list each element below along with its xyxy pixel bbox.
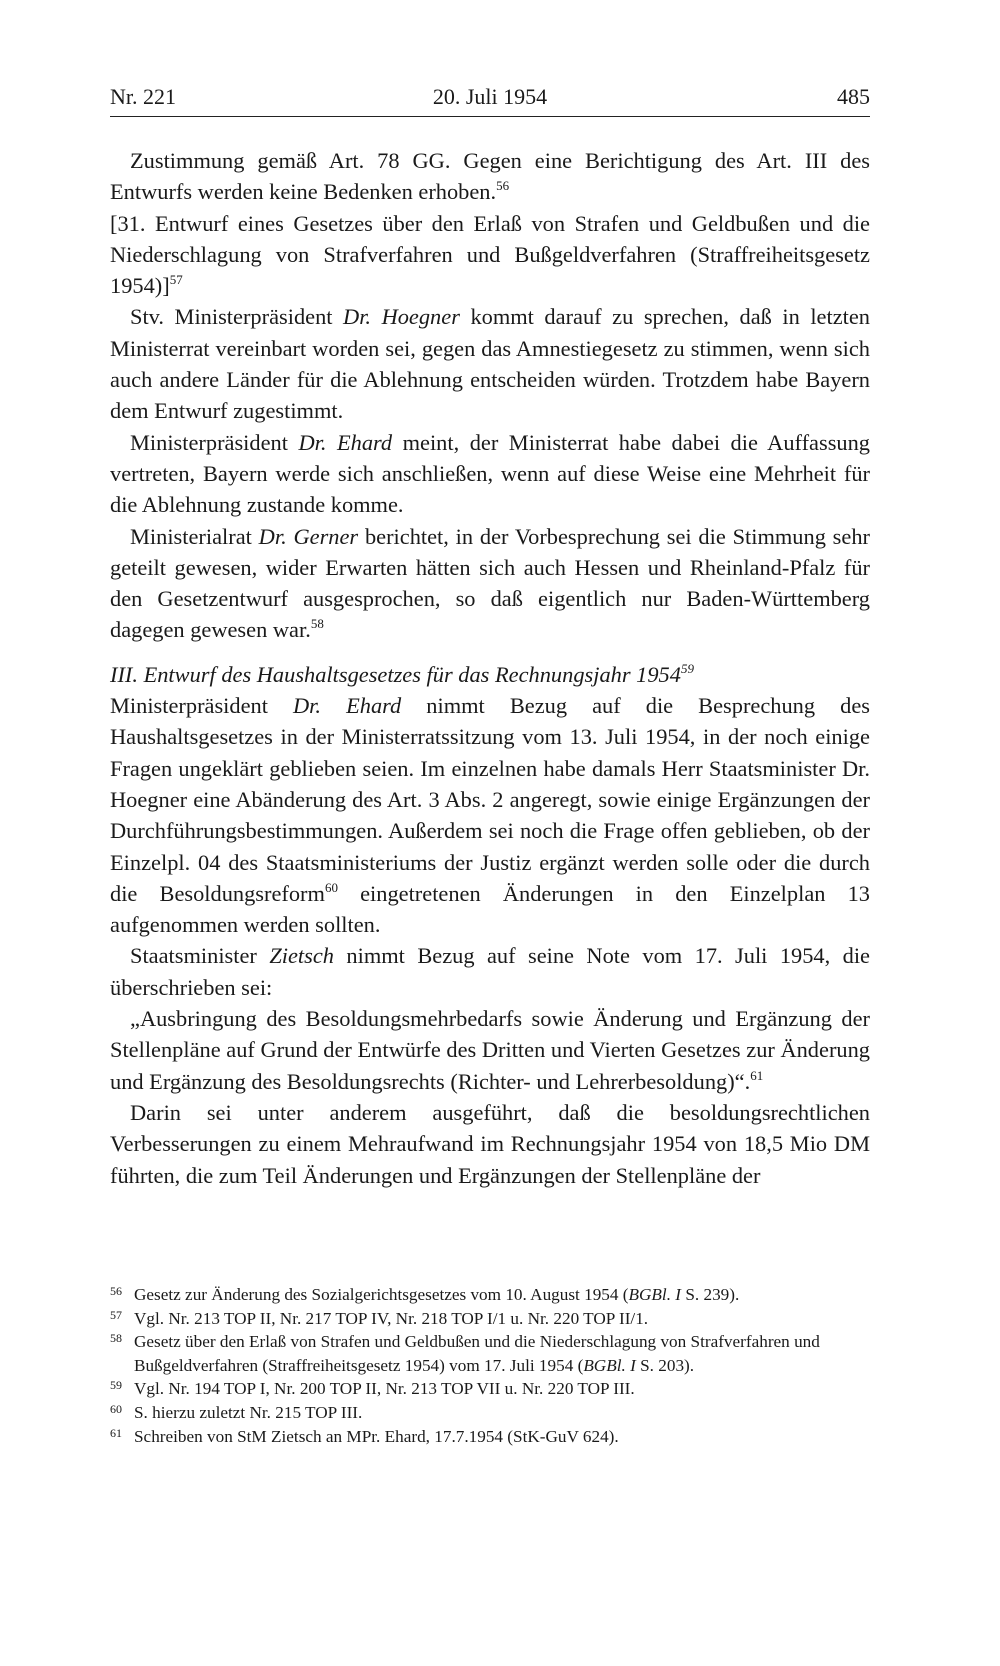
paragraph-text: meint, der Ministerrat habe dabei die Auffassung vertreten, Bayern werde sich anschließen, wenn auf diese Weise eine Mehrheit für die Ablehnung zustande komme. — [110, 429, 870, 518]
citation-abbrev: BGBl. I — [583, 1355, 636, 1375]
footnote-number: 59 — [110, 1378, 122, 1393]
paragraph — [110, 301, 870, 426]
footnote-text: Gesetz zur Änderung des Sozialgerichtsgesetzes vom 10. August 1954 ( — [134, 1285, 629, 1304]
speaker-name: Dr. Gerner — [258, 523, 359, 549]
header-date: 20. Juli 1954 — [432, 84, 548, 109]
page-number: 485 — [837, 84, 870, 109]
paragraph-text: kommt darauf zu sprechen, daß in letzten Ministerrat vereinbart worden sei, gegen das Amnestiegesetz zu stimmen, wenn sich auch andere Länder für die Ablehnung entscheiden würden. Trotzdem habe Bayern dem Entwurf zugestimmt. — [110, 304, 870, 424]
footnote-ref[interactable]: 56 — [496, 178, 510, 194]
citation-abbrev: BGBl. I — [628, 1285, 682, 1304]
footnote-number: 56 — [110, 1284, 122, 1298]
footnote — [110, 1401, 870, 1425]
speaker-name: Dr. Ehard — [293, 693, 402, 719]
speaker-name: Zietsch — [269, 943, 334, 969]
paragraph-text: nimmt Bezug auf die Besprechung des Haushaltsgesetzes in der Ministerratssitzung vom 13. Juli 1954, in der noch einige Fragen ungeklärt geblieben seien. Im einzelnen habe damals Herr Staatsminister Dr. Hoegner eine Abänderung des Art. 3 Abs. 2 angeregt, sowie einige Ergänzungen der Durchführungsbestimmungen. Außerdem sei noch die Frage offen geblieben, ob der Einzelpl. 04 des Staatsministeriums der Justiz ergänzt werden solle oder die durch die Besoldungsreform — [110, 693, 870, 906]
quote-text: „Ausbringung des Besoldungsmehrbedarfs sowie Änderung und Ergänzung der Stellenpläne auf Grund der Entwürfe des Dritten und Vierten Gesetzes zur Änderung und Ergänzung des Besoldungsrechts (Richter- und Lehrerbesoldung)“. — [110, 1006, 870, 1094]
footnote-number: 60 — [110, 1401, 122, 1416]
footnote-text: Gesetz über den Erlaß von Strafen und Geldbußen und die Niederschlagung von Strafverfahren und Bußgeldverfahren (Straffreiheitsgesetz 1954) vom 17. Juli 1954 ( — [134, 1332, 820, 1375]
paragraph — [110, 940, 870, 1003]
footnote-text: S. 203). — [635, 1355, 695, 1375]
footnotes — [110, 1283, 870, 1448]
footnote — [110, 1425, 870, 1449]
paragraph — [110, 427, 870, 521]
paragraph-text: Staatsminister — [130, 943, 270, 969]
footnote — [110, 1307, 870, 1331]
footnote — [110, 1330, 870, 1377]
body-text — [110, 145, 870, 1191]
footnote-text: S. 239). — [681, 1285, 740, 1304]
heading-text: III. Entwurf des Haushaltsgesetzes für das Rechnungsjahr 1954 — [110, 661, 681, 687]
footnote-ref[interactable]: 61 — [750, 1067, 764, 1083]
paragraph — [110, 1097, 870, 1191]
footnote-ref[interactable]: 57 — [169, 272, 183, 288]
speaker-name: Dr. Hoegner — [343, 304, 460, 330]
speaker-name: Dr. Ehard — [298, 429, 393, 455]
footnote-ref[interactable]: 58 — [310, 616, 324, 632]
paragraph — [110, 145, 870, 208]
paragraph-text: eingetretenen Änderungen in den Einzelplan 13 aufgenommen werden sollten. — [110, 880, 870, 938]
agenda-item-31 — [110, 208, 870, 302]
paragraph-text: Ministerialrat — [130, 523, 259, 549]
footnote-ref[interactable]: 59 — [680, 660, 694, 676]
footnote-text: Schreiben von StM Zietsch an MPr. Ehard, 17.7.1954 (StK-GuV 624). — [134, 1426, 619, 1446]
footnote-number: 61 — [110, 1425, 122, 1440]
paragraph-text: Darin sei unter anderem ausgeführt, daß die besoldungsrechtlichen Verbesserungen zu einem Mehraufwand im Rechnungsjahr 1954 von 18,5 Mio DM führten, die zum Teil Änderungen und Ergänzungen der Stellenpläne der — [110, 1099, 870, 1188]
paragraph-text: Ministerpräsident — [110, 693, 294, 719]
paragraph-text: Zustimmung gemäß Art. 78 GG. Gegen eine Berichtigung des Art. III des Entwurfs werden keine Bedenken erhoben. — [110, 148, 870, 205]
footnote-text: Vgl. Nr. 213 TOP II, Nr. 217 TOP IV, Nr. 218 TOP I/1 u. Nr. 220 TOP II/1. — [134, 1308, 649, 1328]
document-number: Nr. 221 — [110, 84, 176, 109]
paragraph-text: nimmt Bezug auf seine Note vom 17. Juli 1954, die überschrieben sei: — [110, 943, 870, 1000]
block-quote — [110, 1003, 870, 1097]
footnote — [110, 1283, 870, 1307]
paragraph-text: Ministerpräsident — [130, 429, 299, 455]
paragraph-text: Stv. Ministerpräsident — [130, 304, 344, 330]
paragraph-text: [31. Entwurf eines Gesetzes über den Erlaß von Strafen und Geldbußen und die Niederschlagung von Strafverfahren und Bußgeldverfahren (Straffreiheitsgesetz 1954)] — [110, 210, 870, 299]
footnote-text: Vgl. Nr. 194 TOP I, Nr. 200 TOP II, Nr. 213 TOP VII u. Nr. 220 TOP III. — [134, 1379, 635, 1399]
section-heading — [110, 659, 870, 690]
running-header — [110, 84, 870, 118]
paragraph — [110, 690, 870, 940]
footnote-text: S. hierzu zuletzt Nr. 215 TOP III. — [134, 1402, 363, 1422]
header-rule — [110, 116, 870, 117]
footnote-ref[interactable]: 60 — [324, 879, 338, 895]
paragraph — [110, 521, 870, 646]
footnote-number: 58 — [110, 1331, 122, 1346]
footnote — [110, 1377, 870, 1401]
footnote-number: 57 — [110, 1307, 122, 1322]
paragraph-text: berichtet, in der Vorbesprechung sei die Stimmung sehr geteilt gewesen, wider Erwarten hätten sich auch Hessen und Rheinland-Pfalz für den Gesetzentwurf ausgesprochen, so daß eigentlich nur Baden-Württemberg dagegen gewesen war. — [110, 523, 870, 643]
